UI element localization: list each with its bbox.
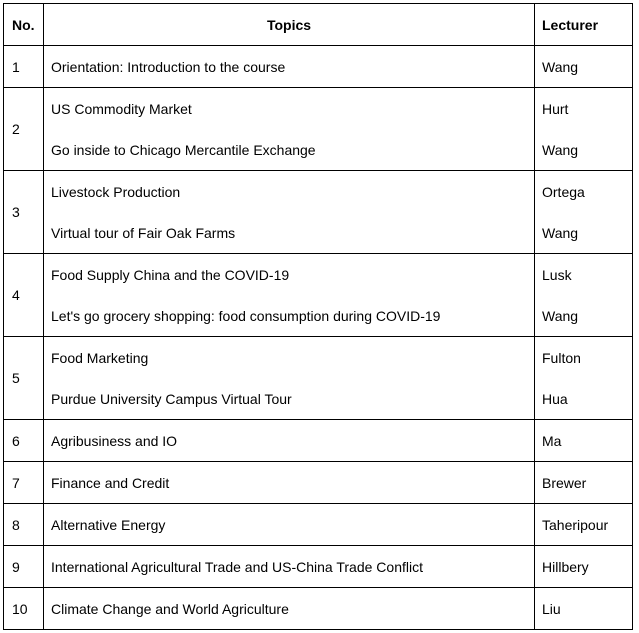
table-row	[4, 504, 633, 546]
lecturer-cell	[535, 254, 633, 337]
header-row	[4, 4, 633, 46]
lecturer-text: Taheripour	[542, 516, 609, 533]
lecturer-cell	[535, 171, 633, 254]
row-number: 6	[4, 420, 44, 462]
lecturer-text: Wang	[542, 307, 579, 324]
topic-text: International Agricultural Trade and US-China Trade Conflict	[51, 558, 423, 575]
lecturer-text: Lusk	[542, 266, 572, 283]
lecturer-cell	[535, 462, 633, 504]
topics-cell	[44, 337, 535, 420]
table-row	[4, 462, 633, 504]
topic-text: Orientation: Introduction to the course	[51, 58, 286, 75]
topic-text: Climate Change and World Agriculture	[51, 600, 289, 617]
topics-cell	[44, 420, 535, 462]
lecturer-cell	[535, 337, 633, 420]
header-lecturer: Lecturer	[535, 4, 633, 46]
lecturer-text: Hillbery	[542, 558, 589, 575]
table-row	[4, 588, 633, 630]
topics-cell	[44, 46, 535, 88]
lecturer-cell	[535, 588, 633, 630]
table-row	[4, 420, 633, 462]
lecturer-text: Hua	[542, 390, 568, 407]
lecturer-text: Wang	[542, 141, 579, 158]
lecturer-text: Ortega	[542, 183, 585, 200]
topic-text: Livestock Production	[51, 183, 181, 200]
row-number: 10	[4, 588, 44, 630]
topic-text: Let's go grocery shopping: food consumption during COVID-19	[51, 307, 441, 324]
topics-cell	[44, 254, 535, 337]
lecturer-text: Hurt	[542, 100, 569, 117]
lecturer-cell	[535, 46, 633, 88]
lecturer-cell	[535, 546, 633, 588]
table-body	[4, 46, 633, 630]
table-row	[4, 46, 633, 88]
table-row	[4, 337, 633, 420]
header-no: No.	[4, 4, 44, 46]
topic-text: Go inside to Chicago Mercantile Exchange	[51, 141, 316, 158]
topics-cell	[44, 588, 535, 630]
topic-text: Food Supply China and the COVID-19	[51, 266, 290, 283]
row-number: 2	[4, 88, 44, 171]
topics-cell	[44, 546, 535, 588]
lecturer-text: Brewer	[542, 474, 587, 491]
topic-text: Alternative Energy	[51, 516, 166, 533]
topic-text: US Commodity Market	[51, 100, 192, 117]
lecturer-text: Liu	[542, 600, 561, 617]
table-row	[4, 546, 633, 588]
lecturer-cell	[535, 420, 633, 462]
table-row	[4, 171, 633, 254]
lecturer-text: Ma	[542, 432, 562, 449]
lecturer-cell	[535, 504, 633, 546]
row-number: 4	[4, 254, 44, 337]
topics-cell	[44, 171, 535, 254]
topic-text: Food Marketing	[51, 349, 149, 366]
table-row	[4, 254, 633, 337]
topics-cell	[44, 88, 535, 171]
header-topics: Topics	[44, 4, 535, 46]
row-number: 5	[4, 337, 44, 420]
topic-text: Agribusiness and IO	[51, 432, 178, 449]
lecturer-text: Fulton	[542, 349, 581, 366]
row-number: 9	[4, 546, 44, 588]
topic-text: Purdue University Campus Virtual Tour	[51, 390, 292, 407]
row-number: 8	[4, 504, 44, 546]
lecturer-cell	[535, 88, 633, 171]
lecturer-text: Wang	[542, 58, 579, 75]
lecturer-text: Wang	[542, 224, 579, 241]
topics-cell	[44, 504, 535, 546]
row-number: 3	[4, 171, 44, 254]
topic-text: Finance and Credit	[51, 474, 170, 491]
course-schedule-table	[3, 3, 633, 630]
topic-text: Virtual tour of Fair Oak Farms	[51, 224, 236, 241]
table-row	[4, 88, 633, 171]
row-number: 7	[4, 462, 44, 504]
row-number: 1	[4, 46, 44, 88]
topics-cell	[44, 462, 535, 504]
